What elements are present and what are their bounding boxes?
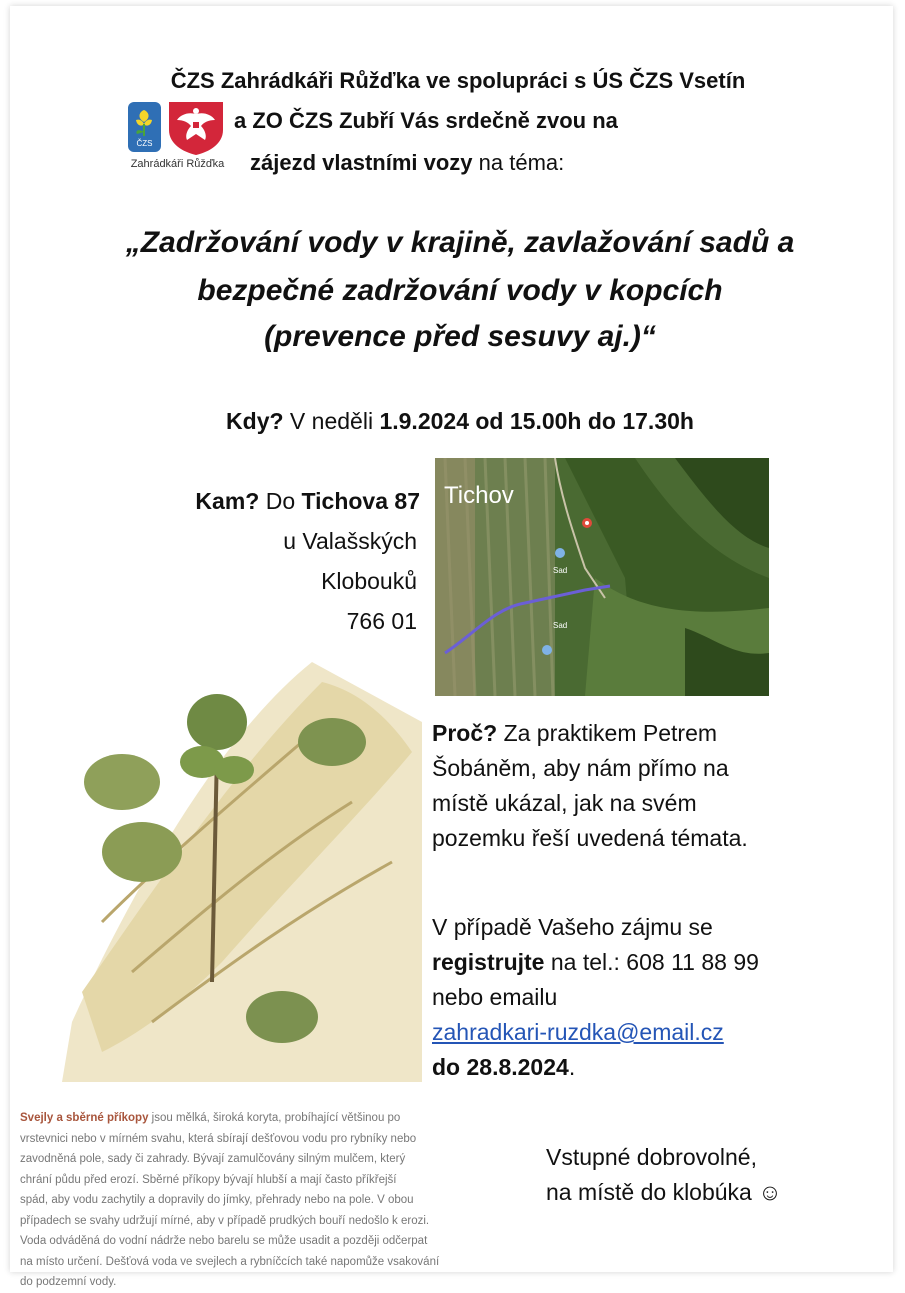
swale-illustration — [62, 662, 422, 1082]
email-link[interactable]: zahradkari-ruzdka@email.cz — [432, 1019, 724, 1045]
why-line-2: Šobáněm, aby nám přímo na — [432, 755, 729, 781]
where-line-3: Klobouků — [321, 568, 417, 594]
register-line-3: nebo emailu — [432, 984, 558, 1010]
header-line-1: ČZS Zahrádkáři Růžďka ve spolupráci s ÚS ČZS Vsetín — [170, 68, 746, 93]
caption-line-7: Voda odváděná do vodní nádrže nebo barelu se může usadit a později odčerpat — [20, 1235, 428, 1247]
svg-text:Sad: Sad — [553, 566, 568, 575]
register-deadline-dot: . — [568, 1054, 576, 1080]
why-line-3: místě ukázal, jak na svém — [432, 790, 697, 816]
register-block — [432, 910, 882, 1085]
title-line-2: bezpečné zadržování vody v kopcích — [197, 274, 723, 307]
logos — [125, 100, 230, 174]
where-line-1 — [60, 484, 420, 519]
where-block — [60, 484, 420, 639]
map-label: Tichov — [444, 482, 514, 509]
hillside-swale-image — [62, 662, 422, 1082]
caption-line-6: případech se svahy udržují mírné, aby v případě prudkých bouří nedošlo k erozi. — [20, 1214, 430, 1227]
where-line-2: u Valašských — [283, 528, 417, 554]
logo-caption: Zahrádkáři Růžďka — [130, 158, 225, 170]
register-line-1: V případě Vašeho zájmu se — [432, 914, 713, 940]
where-label: Kam? — [195, 488, 260, 514]
when-label: Kdy? — [226, 408, 284, 434]
register-bold: registrujte — [432, 949, 545, 975]
caption-line-1-text: jsou mělká, široká koryta, probíhající většinou po — [148, 1112, 401, 1124]
entry-block — [546, 1140, 886, 1210]
where-text: Do — [259, 488, 302, 514]
header-line-2-text: a ZO ČZS Zubří Vás srdečně zvou na — [234, 108, 618, 133]
register-deadline: do 28.8.2024 — [432, 1054, 569, 1080]
when-text: V neděli — [283, 408, 380, 434]
trip-type: zájezd vlastními vozy — [250, 150, 473, 175]
register-line-2 — [432, 945, 882, 980]
header-line-3-rest: na téma: — [472, 150, 565, 175]
caption-line-5: spád, aby vodu zachytily a dopravily do jímky, přehrady nebo na pole. V obou — [20, 1194, 414, 1206]
caption-line-3: zavodněná pole, sady či zahrady. Bývají zamulčovány silným mulčem, který — [20, 1153, 406, 1165]
svg-text:Sad: Sad — [553, 621, 568, 630]
caption-line-2: vrstevnici nebo v mírném svahu, která sbírají dešťovou vodu pro rybníky nebo — [20, 1132, 417, 1145]
register-line-4 — [432, 1015, 882, 1050]
entry-line-1: Vstupné dobrovolné, — [546, 1144, 757, 1170]
caption-line-4: chrání půdu před erozí. Sběrné příkopy bývají hlubší a mají často příkřejší — [20, 1173, 397, 1186]
czs-logo-icon — [125, 100, 230, 156]
why-text: Za praktikem Petrem — [497, 720, 718, 746]
header-line-2 — [234, 106, 694, 136]
why-line-1 — [432, 716, 882, 751]
why-block — [432, 716, 882, 856]
location-map — [435, 458, 769, 696]
title-line-1: „Zadržování vody v krajině, zavlažování sadů a — [125, 226, 795, 259]
where-place: Tichova 87 — [301, 488, 420, 514]
why-label: Proč? — [432, 720, 498, 746]
why-line-4: pozemku řeší uvedená témata. — [432, 825, 748, 851]
register-line-5 — [432, 1050, 882, 1085]
when-line — [60, 404, 860, 439]
entry-line-2: na místě do klobúka ☺ — [546, 1179, 782, 1205]
register-phone: na tel.: 608 11 88 99 — [544, 949, 759, 975]
when-date: 1.9.2024 od 15.00h do 17.30h — [379, 408, 694, 434]
header-line-3 — [250, 148, 710, 178]
caption-line-1 — [20, 1108, 505, 1129]
caption-line-9: do podzemní vody. — [20, 1276, 117, 1288]
caption-lead: Svejly a sběrné příkopy — [20, 1112, 149, 1124]
svg-text:ČZS: ČZS — [136, 139, 153, 148]
title-line-3: (prevence před sesuvy aj.)“ — [264, 320, 656, 353]
where-line-4: 766 01 — [346, 608, 417, 634]
illustration-caption — [20, 1108, 505, 1293]
caption-line-8: na místo určení. Dešťová voda ve svejlech a rybníčcích také napomůže vsakování — [20, 1255, 440, 1268]
